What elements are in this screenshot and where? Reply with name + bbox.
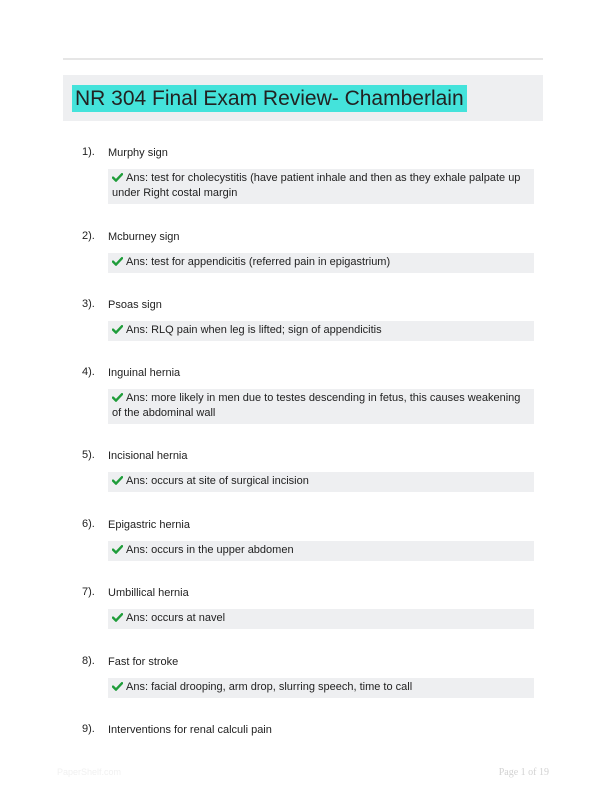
question-text: Psoas sign (108, 299, 162, 311)
answer-prefix: Ans: (126, 544, 149, 556)
answer-prefix: Ans: (126, 681, 149, 693)
question-number: 4). (82, 366, 95, 378)
question-number: 7). (82, 586, 95, 598)
question-number: 8). (82, 655, 95, 667)
question-text: Interventions for renal calculi pain (108, 724, 272, 736)
answer-box (108, 541, 534, 561)
answer-box (108, 678, 534, 698)
question-number: 6). (82, 518, 95, 530)
answer-prefix: Ans: (126, 612, 149, 624)
question-number: 3). (82, 298, 95, 310)
footer-watermark: PaperShelf.com (57, 767, 122, 777)
answer-text: facial drooping, arm drop, slurring speech, time to call (151, 681, 413, 693)
page-number: Page 1 of 19 (498, 767, 549, 778)
answer-text: test for cholecystitis (have patient inhale and then as they exhale palpate up under Right costal margin (112, 172, 521, 199)
question-number: 2). (82, 230, 95, 242)
checkmark-icon (112, 613, 123, 622)
answer-box (108, 169, 534, 204)
answer-text: RLQ pain when leg is lifted; sign of appendicitis (151, 324, 382, 336)
answer-prefix: Ans: (126, 256, 149, 268)
question-text: Fast for stroke (108, 656, 179, 668)
checkmark-icon (112, 325, 123, 334)
checkmark-icon (112, 257, 123, 266)
checkmark-icon (112, 393, 123, 402)
checkmark-icon (112, 476, 123, 485)
answer-prefix: Ans: (126, 172, 149, 184)
question-text: Incisional hernia (108, 450, 188, 462)
checkmark-icon (112, 545, 123, 554)
question-text: Murphy sign (108, 147, 168, 159)
question-number: 1). (82, 146, 95, 158)
answer-text: occurs at site of surgical incision (151, 475, 309, 487)
question-number: 5). (82, 449, 95, 461)
page-title: NR 304 Final Exam Review- Chamberlain (72, 85, 467, 112)
answer-text: more likely in men due to testes descending in fetus, this causes weakening of the abdominal wall (112, 392, 521, 419)
answer-prefix: Ans: (126, 324, 149, 336)
answer-prefix: Ans: (126, 475, 149, 487)
answer-box (108, 253, 534, 273)
answer-text: occurs in the upper abdomen (151, 544, 294, 556)
answer-prefix: Ans: (126, 392, 149, 404)
answer-text: occurs at navel (151, 612, 226, 624)
question-text: Mcburney sign (108, 231, 180, 243)
question-text: Inguinal hernia (108, 367, 181, 379)
question-number: 9). (82, 723, 95, 735)
checkmark-icon (112, 173, 123, 182)
answer-box (108, 321, 534, 341)
question-text: Umbillical hernia (108, 587, 189, 599)
answer-box (108, 389, 534, 424)
checkmark-icon (112, 682, 123, 691)
question-text: Epigastric hernia (108, 519, 190, 531)
answer-box (108, 609, 534, 629)
answer-box (108, 472, 534, 492)
answer-text: test for appendicitis (referred pain in epigastrium) (151, 256, 391, 268)
